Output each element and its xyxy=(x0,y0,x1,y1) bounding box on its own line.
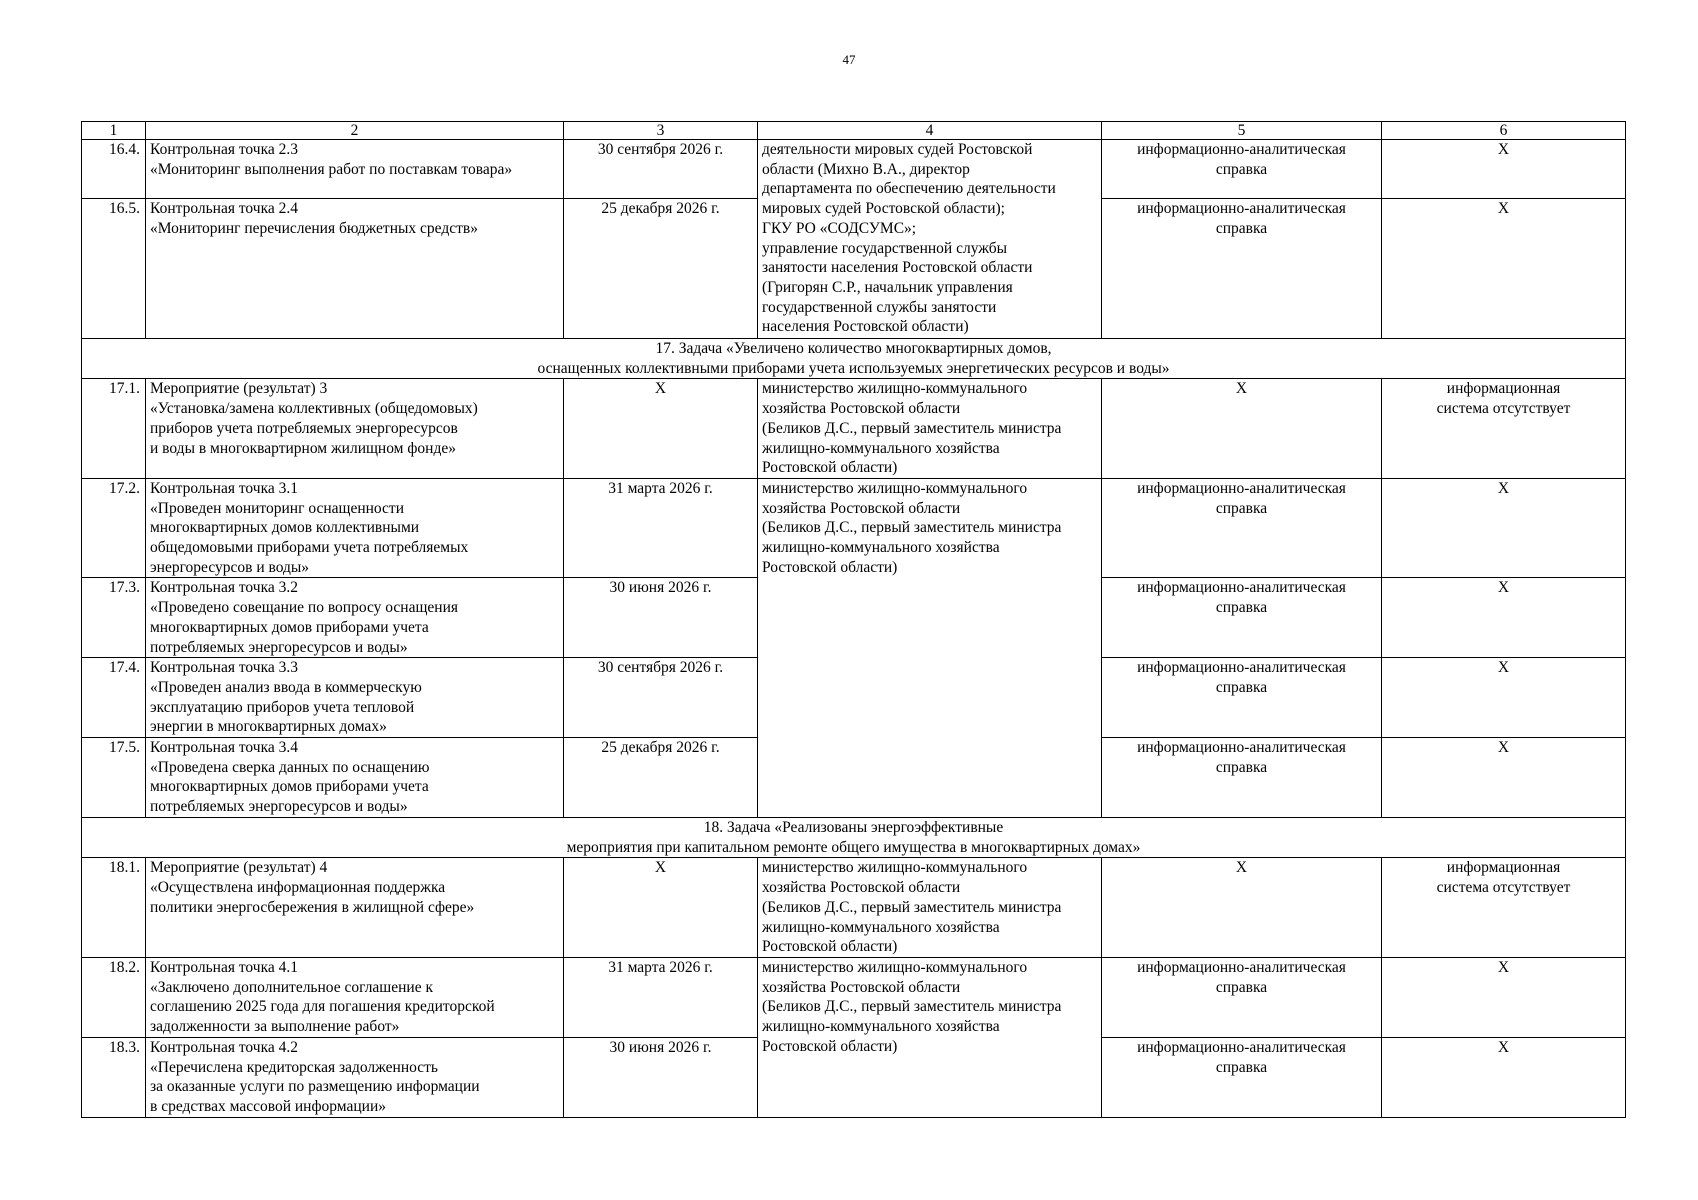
row-system: Х xyxy=(1382,478,1626,578)
row-number: 16.4. xyxy=(82,140,146,199)
row-system: информационная система отсутствует xyxy=(1382,379,1626,479)
row-document: Х xyxy=(1102,379,1382,479)
row-document: информационно-аналитическая справка xyxy=(1102,478,1382,578)
row-date: 25 декабря 2026 г. xyxy=(564,738,758,818)
row-number: 16.5. xyxy=(82,199,146,339)
row-date: 30 июня 2026 г. xyxy=(564,578,758,658)
row-date: 25 декабря 2026 г. xyxy=(564,199,758,339)
column-number: 3 xyxy=(564,122,758,140)
row-date: 30 сентября 2026 г. xyxy=(564,658,758,738)
row-responsible: министерство жилищно-коммунального хозяйства Ростовской области (Беликов Д.С., первый заместитель министра жилищно-коммунального хозяйства Ростовской области) xyxy=(758,957,1102,1117)
row-number: 17.1. xyxy=(82,379,146,479)
row-name: Мероприятие (результат) 3 «Установка/замена коллективных (общедомовых) приборов учета потребляемых энергоресурсов и воды в многоквартирном жилищном фонде» xyxy=(146,379,564,479)
row-number: 17.3. xyxy=(82,578,146,658)
table-row xyxy=(82,957,1626,1037)
row-number: 17.5. xyxy=(82,738,146,818)
row-system: Х xyxy=(1382,738,1626,818)
row-document: информационно-аналитическая справка xyxy=(1102,738,1382,818)
row-name: Контрольная точка 3.1 «Проведен мониторинг оснащенности многоквартирных домов коллективными общедомовыми приборами учета потребляемых энергоресурсов и воды» xyxy=(146,478,564,578)
table-row xyxy=(82,858,1626,958)
row-date: 31 марта 2026 г. xyxy=(564,957,758,1037)
table-row xyxy=(82,379,1626,479)
task-row xyxy=(82,818,1626,858)
row-name: Контрольная точка 3.4 «Проведена сверка данных по оснащению многоквартирных домов приборами учета потребляемых энергоресурсов и воды» xyxy=(146,738,564,818)
row-system: Х xyxy=(1382,578,1626,658)
row-number: 18.3. xyxy=(82,1037,146,1117)
table-row xyxy=(82,140,1626,199)
row-date: 30 июня 2026 г. xyxy=(564,1037,758,1117)
row-system: Х xyxy=(1382,957,1626,1037)
row-name: Контрольная точка 4.2 «Перечислена кредиторская задолженность за оказанные услуги по размещению информации в средствах массовой информации» xyxy=(146,1037,564,1117)
column-number: 4 xyxy=(758,122,1102,140)
row-responsible: министерство жилищно-коммунального хозяйства Ростовской области (Беликов Д.С., первый заместитель министра жилищно-коммунального хозяйства Ростовской области) xyxy=(758,858,1102,958)
row-name: Мероприятие (результат) 4 «Осуществлена информационная поддержка политики энергосбережения в жилищной сфере» xyxy=(146,858,564,958)
row-system: Х xyxy=(1382,199,1626,339)
row-system: информационная система отсутствует xyxy=(1382,858,1626,958)
row-number: 18.1. xyxy=(82,858,146,958)
row-system: Х xyxy=(1382,1037,1626,1117)
row-name: Контрольная точка 2.3 «Мониторинг выполнения работ по поставкам товара» xyxy=(146,140,564,199)
column-number: 1 xyxy=(82,122,146,140)
row-responsible: деятельности мировых судей Ростовской области (Михно В.А., директор департамента по обеспечению деятельности мировых судей Ростовской области); ГКУ РО «СОДСУМС»; управление государственной службы занятости населения Ростовской области (Григорян С.Р., начальник управления государственной службы занятости населения Ростовской области) xyxy=(758,140,1102,339)
row-document: информационно-аналитическая справка xyxy=(1102,1037,1382,1117)
table-row xyxy=(82,478,1626,578)
row-system: Х xyxy=(1382,658,1626,738)
column-number: 2 xyxy=(146,122,564,140)
row-date: Х xyxy=(564,379,758,479)
row-name: Контрольная точка 4.1 «Заключено дополнительное соглашение к соглашению 2025 года для погашения кредиторской задолженности за выполнение работ» xyxy=(146,957,564,1037)
row-number: 17.2. xyxy=(82,478,146,578)
task-row xyxy=(82,339,1626,379)
row-system: Х xyxy=(1382,140,1626,199)
task-heading: 17. Задача «Увеличено количество многоквартирных домов, оснащенных коллективными приборами учета используемых энергетических ресурсов и воды» xyxy=(82,339,1626,379)
row-name: Контрольная точка 3.2 «Проведено совещание по вопросу оснащения многоквартирных домов приборами учета потребляемых энергоресурсов и воды» xyxy=(146,578,564,658)
row-document: информационно-аналитическая справка xyxy=(1102,658,1382,738)
task-heading: 18. Задача «Реализованы энергоэффективные мероприятия при капитальном ремонте общего имущества в многоквартирных домах» xyxy=(82,818,1626,858)
page-number: 47 xyxy=(842,52,856,67)
row-document: Х xyxy=(1102,858,1382,958)
row-name: Контрольная точка 2.4 «Мониторинг перечисления бюджетных средств» xyxy=(146,199,564,339)
row-date: 31 марта 2026 г. xyxy=(564,478,758,578)
row-document: информационно-аналитическая справка xyxy=(1102,199,1382,339)
row-responsible: министерство жилищно-коммунального хозяйства Ростовской области (Беликов Д.С., первый заместитель министра жилищно-коммунального хозяйства Ростовской области) xyxy=(758,478,1102,817)
row-document: информационно-аналитическая справка xyxy=(1102,140,1382,199)
row-document: информационно-аналитическая справка xyxy=(1102,957,1382,1037)
row-date: Х xyxy=(564,858,758,958)
column-numbers-row xyxy=(82,122,1626,140)
plan-table xyxy=(81,121,1626,1118)
row-document: информационно-аналитическая справка xyxy=(1102,578,1382,658)
row-name: Контрольная точка 3.3 «Проведен анализ ввода в коммерческую эксплуатацию приборов учета тепловой энергии в многоквартирных домах» xyxy=(146,658,564,738)
row-date: 30 сентября 2026 г. xyxy=(564,140,758,199)
row-number: 18.2. xyxy=(82,957,146,1037)
row-number: 17.4. xyxy=(82,658,146,738)
column-number: 6 xyxy=(1382,122,1626,140)
row-responsible: министерство жилищно-коммунального хозяйства Ростовской области (Беликов Д.С., первый заместитель министра жилищно-коммунального хозяйства Ростовской области) xyxy=(758,379,1102,479)
column-number: 5 xyxy=(1102,122,1382,140)
